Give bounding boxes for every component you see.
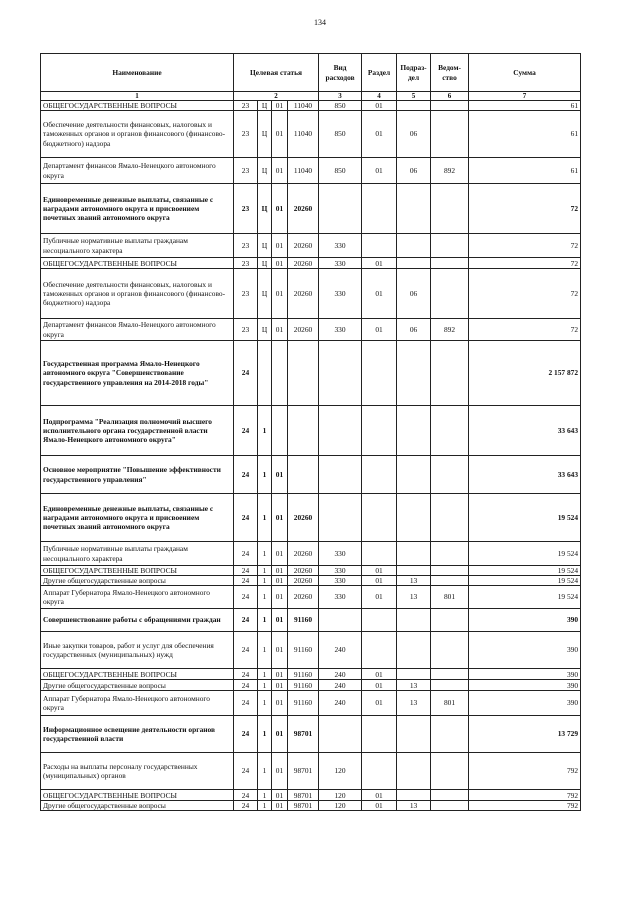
- cell-expense-type: [319, 341, 362, 406]
- cell-sum: 19 524: [469, 576, 581, 586]
- cell-target-program: 23: [234, 111, 258, 158]
- cell-subsection: [397, 790, 431, 801]
- cell-department: 892: [431, 319, 469, 341]
- cell-name: ОБЩЕГОСУДАРСТВЕННЫЕ ВОПРОСЫ: [41, 790, 234, 801]
- cell-sum: 19 524: [469, 566, 581, 576]
- cell-expense-type: 330: [319, 234, 362, 258]
- cell-target-direction: [288, 341, 319, 406]
- cell-target-subprogram: 1: [258, 494, 272, 542]
- cell-target-direction: 91160: [288, 609, 319, 632]
- cell-target-activity: 01: [272, 691, 288, 716]
- cell-target-activity: 01: [272, 184, 288, 234]
- cell-target-subprogram: 1: [258, 609, 272, 632]
- cell-department: [431, 494, 469, 542]
- cell-target-program: 24: [234, 542, 258, 566]
- table-body: [41, 101, 581, 811]
- cell-target-program: 23: [234, 184, 258, 234]
- cell-subsection: [397, 456, 431, 494]
- cell-section: [362, 406, 397, 456]
- cell-target-direction: 20260: [288, 234, 319, 258]
- cell-target-direction: 20260: [288, 566, 319, 576]
- cell-target-subprogram: Ц: [258, 319, 272, 341]
- cell-name: Обеспечение деятельности финансовых, налоговых и таможенных органов и органов финансового (финансово-бюджетного) надзора: [41, 111, 234, 158]
- cell-sum: 33 643: [469, 456, 581, 494]
- cell-sum: 390: [469, 609, 581, 632]
- cell-department: [431, 680, 469, 691]
- table-row: [41, 494, 581, 542]
- cell-sum: 19 524: [469, 586, 581, 609]
- cell-department: [431, 576, 469, 586]
- cell-target-subprogram: Ц: [258, 258, 272, 269]
- cell-sum: 72: [469, 234, 581, 258]
- table-row: [41, 680, 581, 691]
- cell-target-program: 24: [234, 576, 258, 586]
- cell-target-subprogram: 1: [258, 680, 272, 691]
- cell-target-direction: [288, 406, 319, 456]
- cell-sum: 390: [469, 691, 581, 716]
- header-row: [41, 54, 581, 92]
- cell-target-subprogram: 1: [258, 669, 272, 680]
- cell-subsection: [397, 234, 431, 258]
- table-row: [41, 456, 581, 494]
- cell-target-subprogram: [258, 341, 272, 406]
- cell-sum: 792: [469, 753, 581, 790]
- cell-section: [362, 632, 397, 669]
- cell-sum: 390: [469, 669, 581, 680]
- table-row: [41, 609, 581, 632]
- cell-target-activity: 01: [272, 716, 288, 753]
- cell-target-program: 23: [234, 234, 258, 258]
- cell-subsection: 06: [397, 111, 431, 158]
- cell-department: [431, 184, 469, 234]
- cell-target-subprogram: 1: [258, 753, 272, 790]
- cell-expense-type: 330: [319, 586, 362, 609]
- cell-section: [362, 456, 397, 494]
- cell-name: Другие общегосударственные вопросы: [41, 680, 234, 691]
- table-row: [41, 406, 581, 456]
- table-row: [41, 790, 581, 801]
- cell-expense-type: 240: [319, 669, 362, 680]
- cell-target-program: 24: [234, 406, 258, 456]
- cell-subsection: [397, 494, 431, 542]
- header-expense-type: Вид расходов: [319, 54, 362, 92]
- cell-target-activity: 01: [272, 576, 288, 586]
- cell-name: Департамент финансов Ямало-Ненецкого автономного округа: [41, 158, 234, 184]
- table-row: [41, 269, 581, 319]
- cell-target-activity: 01: [272, 586, 288, 609]
- cell-section: 01: [362, 269, 397, 319]
- cell-target-activity: 01: [272, 111, 288, 158]
- cell-subsection: [397, 716, 431, 753]
- cell-target-subprogram: Ц: [258, 234, 272, 258]
- header-name: Наименование: [41, 54, 234, 92]
- cell-target-subprogram: Ц: [258, 101, 272, 111]
- cell-expense-type: [319, 406, 362, 456]
- cell-department: [431, 456, 469, 494]
- cell-subsection: [397, 609, 431, 632]
- cell-target-direction: 98701: [288, 790, 319, 801]
- table-row: [41, 184, 581, 234]
- table-row: [41, 234, 581, 258]
- cell-sum: 792: [469, 790, 581, 801]
- cell-target-subprogram: 1: [258, 586, 272, 609]
- column-index: 1: [41, 92, 234, 101]
- cell-expense-type: [319, 609, 362, 632]
- cell-target-activity: 01: [272, 669, 288, 680]
- cell-name: Публичные нормативные выплаты гражданам несоциального характера: [41, 234, 234, 258]
- cell-target-program: 24: [234, 341, 258, 406]
- cell-department: [431, 101, 469, 111]
- cell-section: [362, 341, 397, 406]
- cell-department: 892: [431, 158, 469, 184]
- cell-target-program: 24: [234, 609, 258, 632]
- column-index: 4: [362, 92, 397, 101]
- cell-subsection: [397, 669, 431, 680]
- cell-section: 01: [362, 586, 397, 609]
- cell-target-activity: 01: [272, 234, 288, 258]
- cell-department: [431, 801, 469, 811]
- cell-subsection: [397, 258, 431, 269]
- cell-department: [431, 406, 469, 456]
- cell-target-direction: 20260: [288, 269, 319, 319]
- cell-expense-type: 120: [319, 753, 362, 790]
- cell-target-subprogram: 1: [258, 691, 272, 716]
- cell-subsection: 06: [397, 158, 431, 184]
- cell-target-direction: 91160: [288, 669, 319, 680]
- header-target-article: Целевая статья: [234, 54, 319, 92]
- cell-target-activity: 01: [272, 801, 288, 811]
- cell-sum: 390: [469, 632, 581, 669]
- cell-target-subprogram: 1: [258, 542, 272, 566]
- cell-section: [362, 542, 397, 566]
- cell-target-activity: 01: [272, 456, 288, 494]
- cell-target-subprogram: 1: [258, 632, 272, 669]
- cell-target-direction: 20260: [288, 319, 319, 341]
- cell-sum: 390: [469, 680, 581, 691]
- cell-section: 01: [362, 566, 397, 576]
- cell-subsection: [397, 101, 431, 111]
- cell-name: Расходы на выплаты персоналу государственных (муниципальных) органов: [41, 753, 234, 790]
- cell-section: [362, 184, 397, 234]
- table-row: [41, 586, 581, 609]
- cell-name: Публичные нормативные выплаты гражданам несоциального характера: [41, 542, 234, 566]
- cell-name: Государственная программа Ямало-Ненецкого автономного округа "Совершенствование государственного управления на 2014-2018 годы": [41, 341, 234, 406]
- cell-name: Обеспечение деятельности финансовых, налоговых и таможенных органов и органов финансового (финансово-бюджетного) надзора: [41, 269, 234, 319]
- cell-target-direction: 20260: [288, 184, 319, 234]
- table-row: [41, 566, 581, 576]
- cell-target-subprogram: 1: [258, 716, 272, 753]
- cell-section: 01: [362, 158, 397, 184]
- cell-name: ОБЩЕГОСУДАРСТВЕННЫЕ ВОПРОСЫ: [41, 566, 234, 576]
- cell-sum: 72: [469, 258, 581, 269]
- cell-section: 01: [362, 319, 397, 341]
- cell-target-subprogram: 1: [258, 566, 272, 576]
- cell-section: 01: [362, 691, 397, 716]
- cell-target-direction: 98701: [288, 801, 319, 811]
- cell-section: 01: [362, 258, 397, 269]
- cell-department: [431, 609, 469, 632]
- cell-target-direction: 98701: [288, 753, 319, 790]
- cell-target-activity: 01: [272, 790, 288, 801]
- cell-target-activity: 01: [272, 542, 288, 566]
- column-index: 7: [469, 92, 581, 101]
- cell-name: Основное мероприятие "Повышение эффективности государственного управления": [41, 456, 234, 494]
- cell-name: Подпрограмма "Реализация полномочий высшего исполнительного органа государственной власти Ямало-Ненецкого автономного округа": [41, 406, 234, 456]
- cell-target-subprogram: Ц: [258, 158, 272, 184]
- cell-target-program: 24: [234, 801, 258, 811]
- cell-expense-type: 330: [319, 566, 362, 576]
- cell-target-direction: 11040: [288, 111, 319, 158]
- table-row: [41, 801, 581, 811]
- cell-target-activity: 01: [272, 258, 288, 269]
- cell-target-program: 24: [234, 716, 258, 753]
- cell-department: 801: [431, 691, 469, 716]
- column-index-row: [41, 92, 581, 101]
- cell-target-program: 24: [234, 753, 258, 790]
- table-row: [41, 542, 581, 566]
- budget-table: [40, 53, 581, 811]
- cell-name: Аппарат Губернатора Ямало-Ненецкого автономного округа: [41, 586, 234, 609]
- cell-name: Иные закупки товаров, работ и услуг для обеспечения государственных (муниципальных) нужд: [41, 632, 234, 669]
- table-row: [41, 341, 581, 406]
- header-sum: Сумма: [469, 54, 581, 92]
- cell-department: [431, 632, 469, 669]
- cell-expense-type: 330: [319, 542, 362, 566]
- cell-target-direction: 20260: [288, 576, 319, 586]
- cell-target-direction: [288, 456, 319, 494]
- cell-expense-type: 120: [319, 790, 362, 801]
- cell-subsection: 13: [397, 801, 431, 811]
- cell-target-subprogram: 1: [258, 801, 272, 811]
- cell-section: [362, 753, 397, 790]
- cell-target-activity: 01: [272, 158, 288, 184]
- cell-section: 01: [362, 680, 397, 691]
- cell-expense-type: 330: [319, 576, 362, 586]
- cell-target-program: 23: [234, 258, 258, 269]
- cell-department: 801: [431, 586, 469, 609]
- cell-expense-type: 850: [319, 158, 362, 184]
- cell-target-program: 24: [234, 586, 258, 609]
- cell-sum: 61: [469, 111, 581, 158]
- cell-target-activity: 01: [272, 609, 288, 632]
- cell-target-activity: 01: [272, 753, 288, 790]
- cell-target-direction: 91160: [288, 691, 319, 716]
- cell-expense-type: 240: [319, 632, 362, 669]
- cell-target-direction: 20260: [288, 586, 319, 609]
- cell-name: Другие общегосударственные вопросы: [41, 801, 234, 811]
- cell-name: ОБЩЕГОСУДАРСТВЕННЫЕ ВОПРОСЫ: [41, 669, 234, 680]
- table-row: [41, 111, 581, 158]
- cell-target-subprogram: 1: [258, 790, 272, 801]
- cell-department: [431, 753, 469, 790]
- cell-expense-type: 850: [319, 101, 362, 111]
- cell-target-program: 24: [234, 790, 258, 801]
- cell-subsection: [397, 341, 431, 406]
- cell-section: [362, 716, 397, 753]
- cell-subsection: [397, 632, 431, 669]
- cell-target-activity: [272, 341, 288, 406]
- cell-section: [362, 494, 397, 542]
- table-row: [41, 158, 581, 184]
- cell-target-subprogram: 1: [258, 456, 272, 494]
- cell-subsection: [397, 753, 431, 790]
- cell-sum: 13 729: [469, 716, 581, 753]
- cell-department: [431, 258, 469, 269]
- cell-department: [431, 269, 469, 319]
- cell-section: [362, 609, 397, 632]
- column-index: 2: [234, 92, 319, 101]
- cell-sum: 72: [469, 319, 581, 341]
- cell-target-activity: 01: [272, 319, 288, 341]
- cell-name: Информационное освещение деятельности органов государственной власти: [41, 716, 234, 753]
- cell-target-subprogram: Ц: [258, 269, 272, 319]
- cell-department: [431, 716, 469, 753]
- cell-name: Департамент финансов Ямало-Ненецкого автономного округа: [41, 319, 234, 341]
- cell-name: Другие общегосударственные вопросы: [41, 576, 234, 586]
- cell-sum: 19 524: [469, 494, 581, 542]
- cell-expense-type: [319, 494, 362, 542]
- cell-subsection: 13: [397, 586, 431, 609]
- cell-subsection: 06: [397, 319, 431, 341]
- table-row: [41, 753, 581, 790]
- table-row: [41, 691, 581, 716]
- cell-expense-type: 330: [319, 319, 362, 341]
- cell-name: ОБЩЕГОСУДАРСТВЕННЫЕ ВОПРОСЫ: [41, 258, 234, 269]
- cell-section: 01: [362, 111, 397, 158]
- cell-subsection: [397, 184, 431, 234]
- cell-target-program: 24: [234, 669, 258, 680]
- cell-name: Единовременные денежные выплаты, связанные с наградами автономного округа и присвоением почетных званий автономного округа: [41, 184, 234, 234]
- cell-name: Совершенствование работы с обращениями граждан: [41, 609, 234, 632]
- cell-sum: 2 157 872: [469, 341, 581, 406]
- cell-subsection: 13: [397, 691, 431, 716]
- cell-subsection: 06: [397, 269, 431, 319]
- cell-section: 01: [362, 790, 397, 801]
- cell-subsection: [397, 542, 431, 566]
- cell-expense-type: 120: [319, 801, 362, 811]
- cell-target-activity: 01: [272, 494, 288, 542]
- table-row: [41, 576, 581, 586]
- header-section: Раздел: [362, 54, 397, 92]
- cell-target-direction: 91160: [288, 632, 319, 669]
- cell-target-subprogram: 1: [258, 406, 272, 456]
- cell-target-activity: 01: [272, 269, 288, 319]
- cell-sum: 61: [469, 158, 581, 184]
- cell-department: [431, 542, 469, 566]
- cell-target-direction: 20260: [288, 494, 319, 542]
- cell-subsection: 13: [397, 576, 431, 586]
- cell-target-program: 24: [234, 632, 258, 669]
- table-row: [41, 101, 581, 111]
- cell-target-program: 24: [234, 566, 258, 576]
- column-index: 5: [397, 92, 431, 101]
- cell-target-program: 24: [234, 680, 258, 691]
- cell-expense-type: [319, 716, 362, 753]
- cell-target-direction: 91160: [288, 680, 319, 691]
- cell-department: [431, 669, 469, 680]
- table-row: [41, 669, 581, 680]
- table-row: [41, 319, 581, 341]
- cell-target-direction: 11040: [288, 101, 319, 111]
- cell-section: 01: [362, 669, 397, 680]
- cell-subsection: [397, 406, 431, 456]
- cell-expense-type: 330: [319, 258, 362, 269]
- cell-department: [431, 341, 469, 406]
- cell-section: 01: [362, 576, 397, 586]
- cell-target-program: 23: [234, 319, 258, 341]
- cell-target-program: 23: [234, 269, 258, 319]
- cell-target-subprogram: Ц: [258, 111, 272, 158]
- cell-expense-type: 330: [319, 269, 362, 319]
- cell-target-direction: 98701: [288, 716, 319, 753]
- cell-sum: 792: [469, 801, 581, 811]
- cell-target-program: 24: [234, 494, 258, 542]
- cell-target-subprogram: 1: [258, 576, 272, 586]
- header-subsection: Подраз-дел: [397, 54, 431, 92]
- page-number: 134: [314, 18, 326, 27]
- cell-sum: 72: [469, 269, 581, 319]
- table-row: [41, 716, 581, 753]
- cell-target-subprogram: Ц: [258, 184, 272, 234]
- cell-department: [431, 790, 469, 801]
- cell-target-program: 24: [234, 456, 258, 494]
- cell-target-program: 23: [234, 158, 258, 184]
- cell-expense-type: 850: [319, 111, 362, 158]
- cell-department: [431, 111, 469, 158]
- cell-target-activity: 01: [272, 101, 288, 111]
- cell-target-program: 24: [234, 691, 258, 716]
- cell-target-activity: 01: [272, 680, 288, 691]
- cell-section: 01: [362, 101, 397, 111]
- cell-sum: 61: [469, 101, 581, 111]
- cell-target-activity: [272, 406, 288, 456]
- cell-subsection: 13: [397, 680, 431, 691]
- cell-expense-type: 240: [319, 680, 362, 691]
- cell-department: [431, 234, 469, 258]
- cell-name: ОБЩЕГОСУДАРСТВЕННЫЕ ВОПРОСЫ: [41, 101, 234, 111]
- table-row: [41, 632, 581, 669]
- column-index: 3: [319, 92, 362, 101]
- cell-sum: 72: [469, 184, 581, 234]
- cell-target-direction: 11040: [288, 158, 319, 184]
- table-row: [41, 258, 581, 269]
- cell-target-direction: 20260: [288, 542, 319, 566]
- header-department: Ведом-ство: [431, 54, 469, 92]
- cell-expense-type: 240: [319, 691, 362, 716]
- cell-expense-type: [319, 184, 362, 234]
- cell-sum: 19 524: [469, 542, 581, 566]
- cell-section: [362, 234, 397, 258]
- cell-target-activity: 01: [272, 566, 288, 576]
- cell-sum: 33 643: [469, 406, 581, 456]
- cell-section: 01: [362, 801, 397, 811]
- cell-target-direction: 20260: [288, 258, 319, 269]
- cell-subsection: [397, 566, 431, 576]
- cell-name: Аппарат Губернатора Ямало-Ненецкого автономного округа: [41, 691, 234, 716]
- cell-name: Единовременные денежные выплаты, связанные с наградами автономного округа и присвоением почетных званий автономного округа: [41, 494, 234, 542]
- cell-target-activity: 01: [272, 632, 288, 669]
- cell-expense-type: [319, 456, 362, 494]
- column-index: 6: [431, 92, 469, 101]
- cell-target-program: 23: [234, 101, 258, 111]
- cell-department: [431, 566, 469, 576]
